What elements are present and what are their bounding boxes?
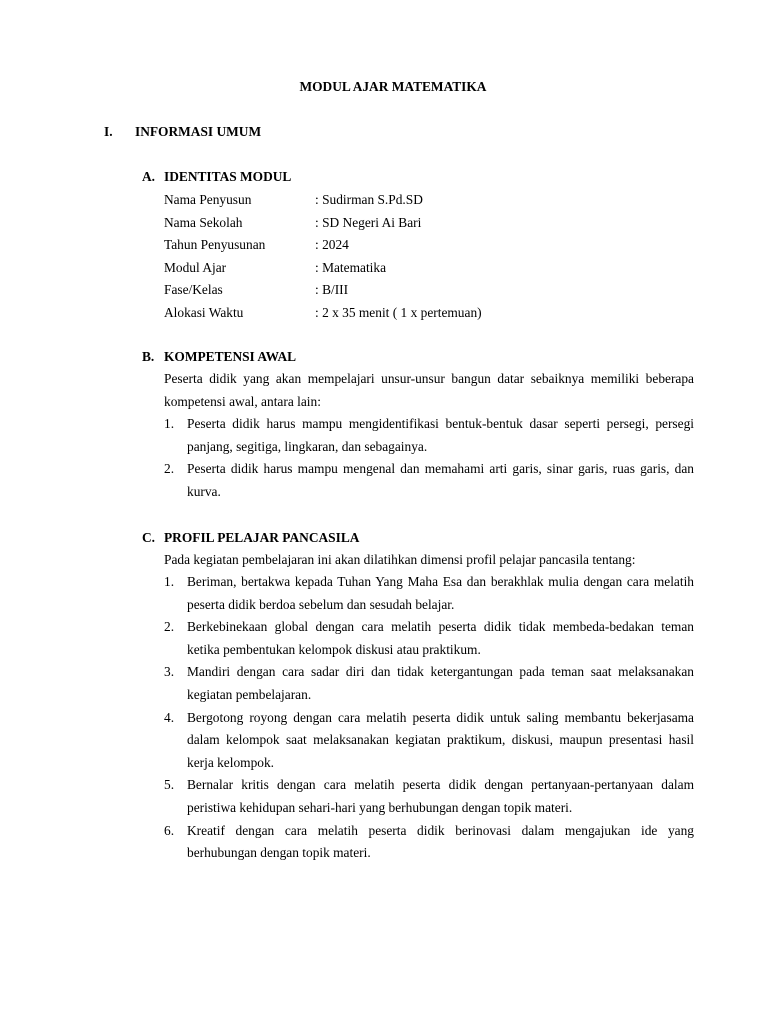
identity-label: Nama Penyusun	[164, 192, 252, 207]
list-number: 2.	[164, 619, 175, 635]
subsection-title: PROFIL PELAJAR PANCASILA	[164, 530, 360, 545]
section-number: I.	[104, 124, 113, 139]
list-item	[164, 616, 694, 661]
list-number: 3.	[164, 664, 175, 680]
list-item	[164, 571, 694, 616]
identity-value: : B/III	[315, 282, 349, 298]
kompetensi-list	[164, 413, 694, 503]
list-text: Peserta didik harus mampu mengidentifikasi bentuk-bentuk dasar seperti persegi, persegi panjang, segitiga, lingkaran, dan sebagainya.	[187, 416, 694, 454]
identity-value: : Sudirman S.Pd.SD	[315, 192, 423, 207]
list-number: 1.	[164, 416, 175, 431]
list-number: 5.	[164, 777, 175, 793]
kompetensi-intro: Peserta didik yang akan mempelajari unsur-unsur bangun datar sebaiknya memiliki beberapa kompetensi awal, antara lain:	[164, 371, 694, 409]
list-text: Beriman, bertakwa kepada Tuhan Yang Maha Esa dan berakhlak mulia dengan cara melatih peserta didik berdoa sebelum dan sesudah belajar.	[187, 574, 694, 612]
list-text: Bernalar kritis dengan cara melatih peserta didik dengan pertanyaan-pertanyaan dalam peristiwa kehidupan sehari-hari yang berhubungan dengan topik materi.	[187, 777, 694, 815]
identity-label: Fase/Kelas	[164, 282, 223, 298]
list-number: 6.	[164, 822, 175, 838]
list-text: Mandiri dengan cara sadar diri dan tidak ketergantungan pada teman saat melaksanakan kegiatan pembelajaran.	[187, 664, 694, 702]
subsection-letter: B.	[142, 349, 155, 364]
subsection-title: KOMPETENSI AWAL	[164, 349, 297, 364]
list-text: Bergotong royong dengan cara melatih peserta didik untuk saling membantu bekerjasama dalam kelompok saat melaksanakan kegiatan praktikum, diskusi, maupun presentasi hasil kerja kelompok.	[187, 709, 694, 770]
list-item	[164, 413, 694, 458]
identity-value: : Matematika	[315, 259, 387, 275]
list-item	[164, 458, 694, 503]
section-title: INFORMASI UMUM	[135, 124, 262, 139]
list-text: Peserta didik harus mampu mengenal dan memahami arti garis, sinar garis, ruas garis, dan kurva.	[187, 461, 694, 499]
identity-label: Modul Ajar	[164, 259, 227, 275]
subsection-letter: C.	[142, 530, 156, 545]
subsection-kompetensi-awal	[142, 349, 296, 365]
list-number: 2.	[164, 461, 175, 477]
subsection-title: IDENTITAS MODUL	[164, 169, 292, 184]
list-number: 4.	[164, 709, 175, 725]
document-title: MODUL AJAR MATEMATIKA	[299, 79, 487, 94]
identity-value: : 2 x 35 menit ( 1 x pertemuan)	[315, 304, 482, 320]
identity-value: : 2024	[315, 237, 349, 253]
identity-value: : SD Negeri Ai Bari	[315, 214, 422, 230]
subsection-letter: A.	[142, 169, 156, 184]
list-item	[164, 820, 694, 865]
identity-label: Tahun Penyusunan	[164, 237, 266, 253]
subsection-identitas-modul	[142, 169, 291, 185]
list-text: Kreatif dengan cara melatih peserta didik berinovasi dalam mengajukan ide yang berhubungan dengan topik materi.	[187, 822, 694, 861]
list-number: 1.	[164, 574, 175, 589]
list-text: Berkebinekaan global dengan cara melatih peserta didik tidak membeda-bedakan teman ketika pembentukan kelompok diskusi atau praktikum.	[187, 619, 694, 657]
profil-list	[164, 571, 694, 865]
identity-label: Alokasi Waktu	[164, 304, 244, 320]
list-item	[164, 774, 694, 819]
list-item	[164, 707, 694, 775]
subsection-profil-pelajar-pancasila	[142, 530, 359, 546]
identity-label: Nama Sekolah	[164, 214, 243, 230]
list-item	[164, 661, 694, 706]
profil-intro: Pada kegiatan pembelajaran ini akan dilatihkan dimensi profil pelajar pancasila tentang:	[164, 552, 636, 567]
